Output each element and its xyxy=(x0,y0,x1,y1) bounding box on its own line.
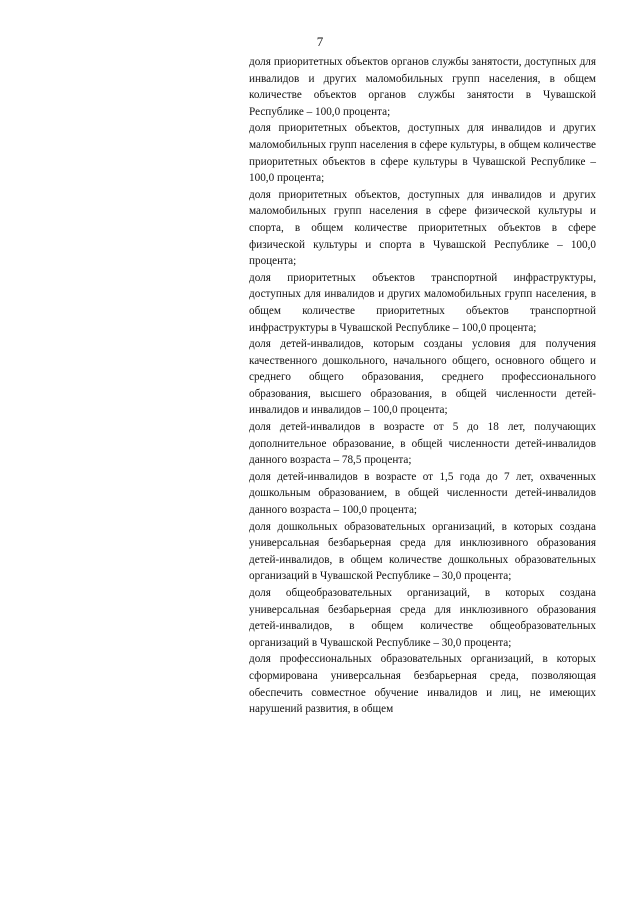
paragraph-additional-education: доля детей-инвалидов в возрасте от 5 до 18 лет, получающих дополнительное образование, в общей численности детей-инвалидов данного возраста – 78,5 процента; xyxy=(249,421,596,467)
paragraph-employment-objects: доля приоритетных объектов органов службы занятости, доступных для инвалидов и других маломобильных групп населения, в общем количестве объектов органов службы занятости в Чувашской Республике – 100,0 процента; xyxy=(249,56,596,118)
paragraph-preschool-organizations: доля дошкольных образовательных организаций, в которых создана универсальная безбарьерная среда для инклюзивного образования детей-инвалидов, в общем количестве дошкольных образовательных организаций в Чувашской Республике – 30,0 процента; xyxy=(249,520,596,583)
paragraph-professional-education-organizations: доля профессиональных образовательных организаций, в которых сформирована универсальная безбарьерная среда, позволяющая обеспечить совместное обучение инвалидов и лиц, не имеющих нарушений развития, в общем xyxy=(249,653,596,716)
paragraph-education-conditions: доля детей-инвалидов, которым созданы условия для получения качественного дошкольного, начального общего, основного общего и среднего общего образования, среднего профессионального образования, высшего образования, в общей численности детей-инвалидов и инвалидов – 100,0 процента; xyxy=(249,338,596,417)
paragraph-culture-objects: доля приоритетных объектов, доступных для инвалидов и других маломобильных групп населения в сфере культуры, в общем количестве приоритетных объектов в сфере культуры в Чувашской Республике – 100,0 процента; xyxy=(249,122,596,185)
paragraph-general-education-organizations: доля общеобразовательных организаций, в которых создана универсальная безбарьерная среда для инклюзивного образования детей-инвалидов, в общем количестве общеобразовательных организаций в Чувашской Республике – 30,0 процента; xyxy=(249,587,596,649)
paragraph-preschool-coverage: доля детей-инвалидов в возрасте от 1,5 года до 7 лет, охваченных дошкольным образованием, в общей численности детей-инвалидов данного возраста – 100,0 процента; xyxy=(249,470,596,517)
page-number: 7 xyxy=(316,34,324,49)
document-body xyxy=(249,54,596,718)
paragraph-transport-objects: доля приоритетных объектов транспортной инфраструктуры, доступных для инвалидов и других маломобильных групп населения, в общем количестве приоритетных объектов транспортной инфраструктуры в Чувашской Республике – 100,0 процента; xyxy=(249,271,596,334)
paragraph-sport-objects: доля приоритетных объектов, доступных для инвалидов и других маломобильных групп населения в сфере физической культуры и спорта, в общем количестве приоритетных объектов в сфере физической культуры и спорта в Чувашской Республике – 100,0 процента; xyxy=(249,188,596,268)
